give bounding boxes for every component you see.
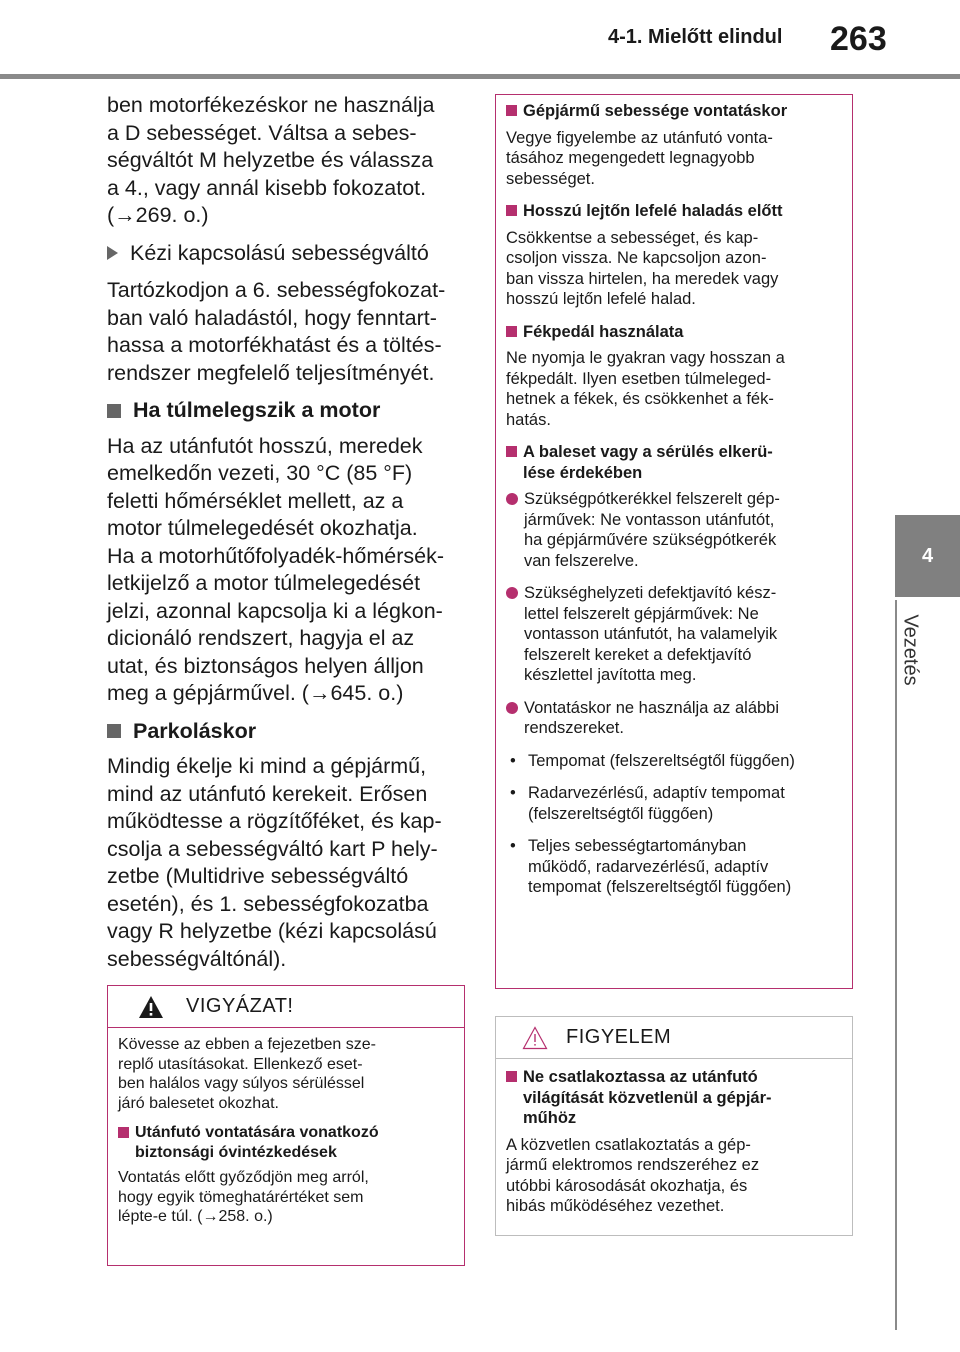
text-line: dicionáló rendszert, hagyja el az: [107, 626, 415, 650]
list-item: [506, 783, 842, 824]
page-reference: lépte-e túl. (→258. o.): [118, 1208, 273, 1225]
text-line: Szükséghelyzeti defektjavító kész-: [524, 584, 777, 602]
chapter-tab: [895, 515, 960, 597]
downhill-heading: [506, 201, 842, 222]
text-line: vagy R helyzetbe (kézi kapcsolású: [107, 919, 437, 943]
text-line: utóbbi károsodását okozhatja, és: [506, 1176, 748, 1195]
text-line: hogy egyik tömeghatárértéket sem: [118, 1188, 364, 1206]
text-line: működtesse a rögzítőféket, és kap-: [107, 809, 442, 833]
manual-paragraph: [107, 277, 469, 387]
text-line: sebességet.: [506, 169, 595, 188]
triangle-bullet-icon: [107, 246, 118, 260]
square-bullet-icon: [107, 724, 121, 738]
trailer-safety-text: [118, 1168, 454, 1227]
text-line: hibás működéséhez vezethet.: [506, 1197, 725, 1215]
warning-intro: [118, 1035, 454, 1113]
text-line: tásához megengedett legnagyobb: [506, 149, 755, 167]
text-line: sebességváltónál).: [107, 946, 287, 971]
parking-heading: [107, 718, 469, 746]
heading-text: Parkoláskor: [133, 718, 257, 743]
square-bullet-icon: [506, 205, 517, 216]
trailer-lighting-heading: [506, 1067, 842, 1129]
list-item: [506, 836, 842, 898]
text-line: Vegye figyelembe az utánfutó vonta-: [506, 128, 773, 147]
warning-header: [108, 986, 464, 1028]
heading-line: Ne csatlakoztassa az utánfutó: [523, 1068, 758, 1086]
text-line: feletti hőmérséklet mellett, az a: [107, 488, 404, 513]
list-item: [506, 751, 842, 772]
header-divider: [0, 74, 960, 79]
heading-text: Fékpedál használata: [523, 322, 684, 341]
text-line: járó balesetet okozhat.: [118, 1094, 279, 1112]
notice-body: [496, 1059, 852, 1217]
heading-line: biztonsági óvintézkedések: [135, 1143, 337, 1161]
circle-bullet-icon: [506, 493, 518, 505]
text-line: ségváltót M helyzetbe és válassza: [107, 148, 434, 172]
parking-paragraph: [107, 753, 469, 973]
heading-text: Ha túlmelegszik a motor: [133, 398, 381, 422]
text-line: Ne nyomja le gyakran vagy hosszan a: [506, 349, 785, 367]
heading-line: lése érdekében: [523, 463, 643, 482]
text-line: Szükségpótkerékkel felszerelt gép-: [524, 490, 780, 508]
heading-text: Hosszú lejtőn lefelé haladás előtt: [523, 202, 783, 220]
square-bullet-icon: [506, 1071, 517, 1082]
circle-bullet-icon: [506, 587, 518, 599]
chapter-number: 4: [921, 545, 934, 567]
towing-speed-text: [506, 128, 842, 190]
text-line: replő utasításokat. Ellenkező eset-: [118, 1055, 363, 1073]
text-line: esetén), és 1. sebességfokozatba: [107, 891, 429, 916]
chapter-label-text: Vezetés: [899, 614, 922, 686]
section-title: 4-1. Mielőtt elindul: [608, 26, 783, 48]
text-line: ha gépjárművére szükségpótkerék: [524, 531, 777, 549]
trailer-lighting-text: [506, 1135, 842, 1217]
heading-line: A baleset vagy a sérülés elkerü-: [523, 443, 773, 461]
text-line: Kövesse az ebben a fejezetben sze-: [118, 1036, 376, 1053]
text-line: hosszú lejtőn lefelé halad.: [506, 290, 696, 308]
text-line: Teljes sebességtartományban: [528, 837, 747, 855]
side-divider: [895, 600, 897, 1330]
warning-body: [108, 1028, 464, 1227]
text-line: mind az utánfutó kerekeit. Erősen: [107, 781, 428, 806]
page-reference: (→269. o.): [107, 203, 209, 227]
bullet-marker: •: [510, 837, 516, 855]
text-line: van felszerelve.: [524, 551, 639, 570]
text-line: a 4., vagy annál kisebb fokozatot.: [107, 175, 427, 200]
caution-continued-box: [495, 94, 853, 989]
text-line: Ha a motorhűtőfolyadék-hőmérsék-: [107, 543, 444, 568]
text-line: Vontatáskor ne használja az alábbi: [524, 698, 780, 717]
heading-line: világítását közvetlenül a gépjár-: [523, 1088, 772, 1107]
notice-header: [496, 1017, 852, 1059]
towing-speed-heading: [506, 101, 842, 122]
notice-triangle-icon: [522, 1026, 548, 1050]
text-line: működő, radarvezérlésű, adaptív: [528, 857, 769, 876]
text-line: A közvetlen csatlakoztatás a gép-: [506, 1135, 751, 1154]
text-line: tempomat (felszereltségtől függően): [528, 878, 792, 896]
text-line: utat, és biztonságos helyen álljon: [107, 653, 424, 678]
left-column: [107, 92, 469, 983]
bullet-marker: •: [510, 784, 516, 802]
text-line: ben halálos vagy súlyos sérüléssel: [118, 1075, 365, 1092]
warning-box: [107, 985, 465, 1266]
notice-box: [495, 1016, 853, 1236]
circle-bullet-icon: [506, 702, 518, 714]
subheading-text: Kézi kapcsolású sebességváltó: [130, 240, 429, 265]
heading-text: Gépjármű sebessége vontatáskor: [523, 102, 788, 120]
accident-prevention-heading: [506, 442, 842, 483]
notice-title: FIGYELEM: [566, 1026, 672, 1048]
text-line: Tempomat (felszereltségtől függően): [528, 751, 795, 770]
trailer-safety-heading: [118, 1123, 454, 1162]
text-line: ben motorfékezéskor ne használja: [107, 93, 435, 117]
text-line: ban való haladástól, hogy fenntart-: [107, 305, 437, 330]
bullet-marker: •: [510, 751, 516, 770]
text-line: emelkedőn vezeti, 30 °C (85 °F): [107, 461, 413, 485]
text-line: motor túlmelegedését okozhatja.: [107, 516, 418, 540]
text-line: csoljon vissza. Ne kapcsoljon azon-: [506, 249, 767, 267]
intro-paragraph: [107, 92, 469, 230]
overheat-heading: [107, 397, 469, 425]
square-bullet-icon: [506, 105, 517, 116]
text-line: vontasson utánfutót, ha valamelyik: [524, 625, 778, 643]
warning-triangle-icon: [138, 995, 164, 1019]
text-line: letkijelző a motor túlmelegedését: [107, 571, 421, 595]
square-bullet-icon: [118, 1127, 129, 1138]
chapter-label: [896, 600, 924, 700]
overheat-paragraph: [107, 433, 469, 708]
text-line: Csökkentse a sebességet, és kap-: [506, 228, 759, 247]
text-line: hassa a motorfékhatást és a töltés-: [107, 333, 442, 357]
text-line: készlettel javította meg.: [524, 666, 697, 684]
text-line: rendszereket.: [524, 719, 624, 737]
text-line: Mindig ékelje ki mind a gépjármű,: [107, 754, 427, 778]
list-item: [506, 489, 842, 571]
heading-line: műhöz: [523, 1109, 577, 1127]
text-line: felszerelt kereket a defektjavító: [524, 645, 752, 664]
text-line: zetbe (Multidrive sebességváltó: [107, 864, 409, 888]
text-line: Vontatás előtt győződjön meg arról,: [118, 1169, 369, 1186]
text-line: ban vissza hirtelen, ha meredek vagy: [506, 269, 779, 288]
brake-pedal-heading: [506, 322, 842, 343]
text-line: jelzi, azonnal kapcsolja ki a légkon-: [107, 598, 443, 623]
warning-title: VIGYÁZAT!: [186, 995, 294, 1017]
text-line: Ha az utánfutót hosszú, meredek: [107, 433, 423, 458]
heading-line: Utánfutó vontatására vonatkozó: [135, 1124, 379, 1141]
manual-transmission-heading: [107, 240, 469, 268]
page-number: 263: [830, 20, 887, 58]
text-line: rendszer megfelelő teljesítményét.: [107, 360, 435, 385]
list-item: [506, 583, 842, 686]
downhill-text: [506, 228, 842, 310]
text-line: jármű elektromos rendszeréhez ez: [506, 1156, 760, 1174]
list-item: [506, 698, 842, 739]
text-line: hetnek a fékek, és csökkenhet a fék-: [506, 390, 774, 408]
text-line: csolja a sebességváltó kart P hely-: [107, 836, 438, 861]
brake-pedal-text: [506, 348, 842, 430]
text-line: (felszereltségtől függően): [528, 804, 714, 823]
text-line: járművek: Ne vontasson utánfutót,: [524, 510, 775, 529]
text-line: fékpedált. Ilyen esetben túlmeleged-: [506, 369, 772, 388]
square-bullet-icon: [107, 404, 121, 418]
text-line: hatás.: [506, 410, 551, 429]
text-line: lettel felszerelt gépjárművek: Ne: [524, 604, 759, 623]
square-bullet-icon: [506, 446, 517, 457]
square-bullet-icon: [506, 326, 517, 337]
text-line: a D sebességet. Váltsa a sebes-: [107, 120, 417, 145]
text-line: Tartózkodjon a 6. sebességfokozat-: [107, 278, 446, 302]
text-line: meg a gépjárművel. (→645. o.): [107, 681, 404, 705]
text-line: Radarvezérlésű, adaptív tempomat: [528, 784, 785, 802]
